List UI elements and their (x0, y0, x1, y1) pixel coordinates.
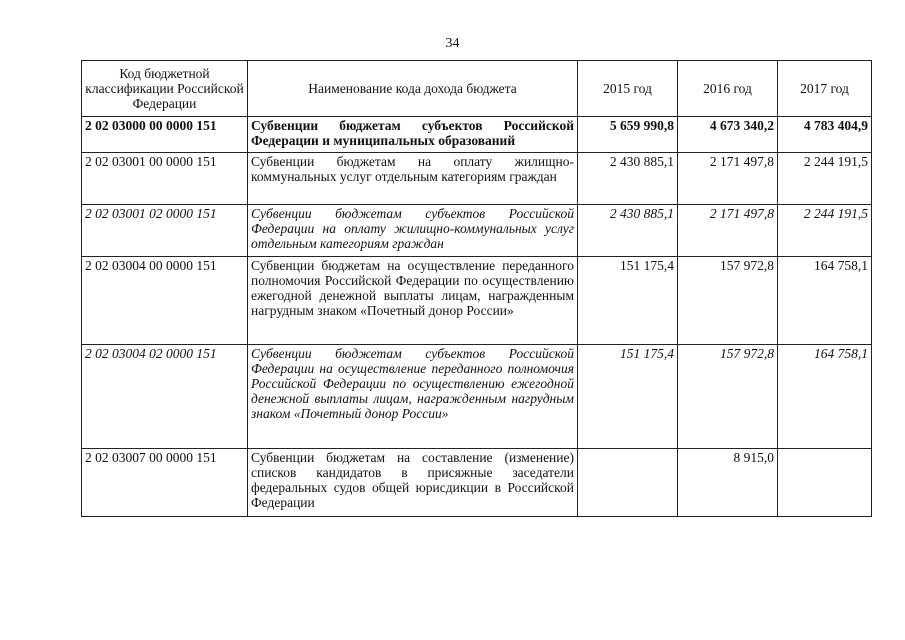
row-value-2017: 2 244 191,5 (778, 153, 872, 205)
row-value-2015: 2 430 885,1 (578, 205, 678, 257)
table-body (82, 117, 872, 517)
row-value-2017: 2 244 191,5 (778, 205, 872, 257)
table-row (82, 117, 872, 153)
row-code-cell: 2 02 03007 00 0000 151 (82, 449, 248, 517)
row-name-cell: Субвенции бюджетам субъектов Российской Федерации и муниципальных образований (248, 117, 578, 153)
table-row (82, 449, 872, 517)
row-code-cell: 2 02 03001 00 0000 151 (82, 153, 248, 205)
row-code-cell: 2 02 03001 02 0000 151 (82, 205, 248, 257)
row-name-cell: Субвенции бюджетам на составление (изменение) списков кандидатов в присяжные заседатели федеральных судов общей юрисдикции в Российской Федерации (248, 449, 578, 517)
row-value-2017: 4 783 404,9 (778, 117, 872, 153)
header-2016: 2016 год (678, 61, 778, 117)
header-2017: 2017 год (778, 61, 872, 117)
row-name-cell: Субвенции бюджетам субъектов Российской Федерации на осуществление переданного полномочия Российской Федерации по осуществлению ежегодной денежной выплаты лицам, награжденным нагрудным знаком «Почетный донор России» (248, 345, 578, 449)
row-name-cell: Субвенции бюджетам на осуществление переданного полномочия Российской Федерации по осуществлению ежегодной денежной выплаты лицам, награжденным нагрудным знаком «Почетный донор России» (248, 257, 578, 345)
table-row (82, 153, 872, 205)
page-number: 34 (445, 36, 460, 51)
table-row (82, 345, 872, 449)
header-2015: 2015 год (578, 61, 678, 117)
row-value-2017 (778, 449, 872, 517)
row-value-2016: 4 673 340,2 (678, 117, 778, 153)
row-value-2016: 2 171 497,8 (678, 205, 778, 257)
row-value-2017: 164 758,1 (778, 345, 872, 449)
table-header-row (82, 61, 872, 117)
row-value-2016: 157 972,8 (678, 345, 778, 449)
row-value-2015: 5 659 990,8 (578, 117, 678, 153)
row-code-cell: 2 02 03000 00 0000 151 (82, 117, 248, 153)
row-code-cell: 2 02 03004 00 0000 151 (82, 257, 248, 345)
row-value-2016: 8 915,0 (678, 449, 778, 517)
row-value-2015: 151 175,4 (578, 345, 678, 449)
row-value-2016: 2 171 497,8 (678, 153, 778, 205)
row-value-2017: 164 758,1 (778, 257, 872, 345)
row-value-2015 (578, 449, 678, 517)
row-value-2016: 157 972,8 (678, 257, 778, 345)
header-name: Наименование кода дохода бюджета (248, 61, 578, 117)
budget-revenue-table (81, 60, 872, 517)
header-code: Код бюджетной классификации Российской Федерации (82, 61, 248, 117)
row-code-cell: 2 02 03004 02 0000 151 (82, 345, 248, 449)
table-row (82, 257, 872, 345)
table-row (82, 205, 872, 257)
row-name-cell: Субвенции бюджетам на оплату жилищно-коммунальных услуг отдельным категориям граждан (248, 153, 578, 205)
row-value-2015: 2 430 885,1 (578, 153, 678, 205)
row-value-2015: 151 175,4 (578, 257, 678, 345)
row-name-cell: Субвенции бюджетам субъектов Российской Федерации на оплату жилищно-коммунальных услуг отдельным категориям граждан (248, 205, 578, 257)
